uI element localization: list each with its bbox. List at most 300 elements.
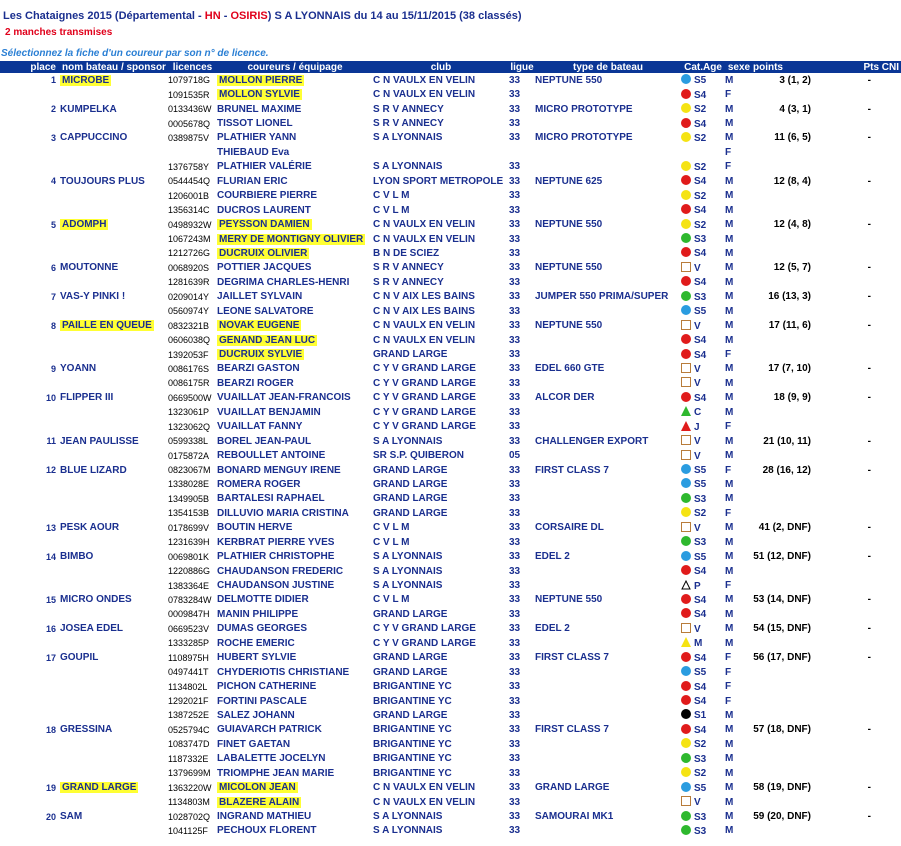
ligue-cell: 33	[509, 74, 521, 86]
col-runners[interactable]: coureurs / équipage	[217, 61, 373, 73]
licence-link[interactable]: 1323062Q	[168, 421, 211, 432]
points-cell	[753, 578, 815, 592]
table-row	[0, 102, 901, 116]
runner-cell: LEONE SALVATORE	[217, 305, 314, 317]
col-points[interactable]: points	[753, 61, 815, 73]
results-table	[0, 61, 901, 838]
licence-link[interactable]: 1333285P	[168, 638, 210, 649]
boat-name-cell-text: GRAND LARGE	[62, 782, 137, 794]
pts-cni-cell	[815, 737, 901, 751]
veteran-square-icon	[681, 623, 691, 633]
licence-link[interactable]: 1363220W	[168, 782, 212, 793]
sexe-cell: M	[725, 493, 734, 505]
points-cell	[753, 420, 815, 434]
boat-type-cell: NEPTUNE 550	[535, 262, 603, 274]
boat-type-cell	[535, 87, 681, 101]
category-circle-icon	[681, 89, 691, 99]
licence-link[interactable]	[168, 145, 217, 159]
licence-link[interactable]: 1212726G	[168, 248, 211, 259]
licence-link[interactable]: 1134803M	[168, 797, 210, 808]
ligue-cell: 33	[509, 363, 521, 375]
category-circle-icon	[681, 334, 691, 344]
licence-link[interactable]: 1354153B	[168, 508, 210, 519]
table-row	[0, 737, 901, 751]
club-cell: GRAND LARGE	[373, 507, 448, 519]
licence-link[interactable]: 1376758Y	[168, 161, 210, 172]
licence-link[interactable]: 1041125F	[168, 825, 208, 836]
sexe-cell: F	[725, 695, 732, 707]
points-cell	[753, 116, 815, 130]
place-cell: 4	[50, 176, 56, 187]
ligue-cell: 33	[509, 652, 521, 664]
runner-cell-text: BLAZERE ALAIN	[219, 796, 300, 808]
cat-age-cell	[681, 261, 725, 275]
place-cell	[0, 752, 60, 766]
boat-name-cell: YOANN	[60, 363, 97, 375]
col-pts-cni[interactable]: Pts CNI	[815, 61, 901, 73]
cat-age-cell	[681, 347, 725, 361]
place-cell: 9	[50, 363, 56, 374]
place-cell	[0, 694, 60, 708]
table-header-row	[0, 61, 901, 73]
sexe-cell: M	[725, 233, 734, 245]
col-licences[interactable]: licences	[168, 61, 217, 73]
ligue-cell: 33	[509, 406, 521, 418]
licence-link[interactable]: 0823067M	[168, 465, 211, 476]
ligue-cell: 33	[509, 681, 521, 693]
licence-link[interactable]: 1187332E	[168, 753, 209, 764]
licence-link[interactable]: 0005678Q	[168, 118, 211, 129]
dash-1: -	[195, 10, 205, 22]
cat-age-text: M	[694, 638, 703, 650]
ligue-cell: 33	[509, 551, 521, 563]
place-cell	[0, 376, 60, 390]
table-row	[0, 477, 901, 491]
licence-link[interactable]: 0069801K	[168, 551, 210, 562]
boat-name-cell	[60, 347, 168, 361]
licence-link[interactable]: 1091535R	[168, 89, 210, 100]
sexe-cell: M	[725, 709, 734, 721]
boat-name-cell: JEAN PAULISSE	[60, 435, 139, 447]
boat-type-cell	[535, 376, 681, 390]
runner-cell: VUAILLAT FANNY	[217, 421, 303, 433]
runner-cell-text: MERY DE MONTIGNY OLIVIER	[219, 233, 364, 245]
sexe-cell: M	[725, 320, 734, 332]
runner-cell	[217, 246, 373, 260]
table-row	[0, 564, 901, 578]
category-circle-icon	[681, 608, 691, 618]
cat-age-cell	[681, 405, 725, 419]
sexe-cell: F	[725, 681, 732, 693]
boat-type-cell: ALCOR DER	[535, 392, 595, 404]
licence-link[interactable]: 0498932W	[168, 219, 212, 230]
licence-link[interactable]: 0544454Q	[168, 176, 211, 187]
cat-age-cell	[681, 752, 725, 766]
licence-link[interactable]: 1379699M	[168, 768, 211, 779]
cat-age-text: S2	[694, 768, 707, 780]
category-circle-icon	[681, 190, 691, 200]
boat-name-cell-text: ADOMPH	[62, 219, 107, 231]
boat-name-cell-text: PAILLE EN QUEUE	[62, 320, 152, 332]
cat-age-text: S2	[694, 739, 707, 751]
licence-link[interactable]: 1292021F	[168, 696, 209, 707]
points-cell: 21 (10, 11)	[763, 435, 811, 447]
runner-cell: FORTINI PASCALE	[217, 695, 307, 707]
place-cell	[0, 420, 60, 434]
licence-link[interactable]: 0525794C	[168, 724, 210, 735]
licence-link[interactable]: 0669500W	[168, 392, 212, 403]
pts-cni-cell	[815, 246, 901, 260]
licence-link[interactable]: 0178699V	[168, 522, 210, 533]
boat-type-cell: EDEL 2	[535, 551, 570, 563]
runner-cell: GUIAVARCH PATRICK	[217, 724, 322, 736]
col-club[interactable]: club	[373, 61, 509, 73]
runner-cell: VUAILLAT BENJAMIN	[217, 406, 321, 418]
table-row	[0, 506, 901, 520]
boat-name-cell	[60, 145, 168, 159]
pts-cni-cell: -	[867, 594, 871, 606]
sexe-cell: F	[725, 421, 732, 433]
licence-link[interactable]: 1338028E	[168, 479, 210, 490]
sexe-cell: M	[725, 536, 734, 548]
place-cell: 8	[50, 320, 56, 331]
pts-cni-cell: -	[867, 320, 871, 332]
points-cell: 41 (2, DNF)	[758, 522, 811, 534]
table-row	[0, 376, 901, 390]
points-cell: 54 (15, DNF)	[753, 623, 811, 635]
boat-type-cell	[535, 636, 681, 650]
boat-name-cell: GRESSINA	[60, 724, 113, 736]
points-cell: 28 (16, 12)	[762, 464, 811, 476]
points-cell	[753, 506, 815, 520]
boat-type-cell	[535, 607, 681, 621]
boat-name-cell	[60, 607, 168, 621]
runner-cell: LABALETTE JOCELYN	[217, 753, 326, 765]
cat-age-text: S3	[694, 753, 707, 765]
place-cell	[0, 795, 60, 809]
runner-cell: ROMERA ROGER	[217, 478, 301, 490]
cat-age-text: S1	[694, 710, 707, 722]
points-cell	[753, 376, 815, 390]
licence-link[interactable]: 0497441T	[168, 667, 209, 678]
licence-link[interactable]: 1392053F	[168, 349, 209, 360]
place-cell: 2	[50, 104, 56, 115]
sexe-cell: M	[725, 392, 734, 404]
runner-cell: ROCHE EMERIC	[217, 637, 295, 649]
club-cell: B N DE SCIEZ	[373, 247, 440, 259]
cat-age-text: V	[694, 262, 701, 274]
category-circle-icon	[681, 478, 691, 488]
pts-cni-cell	[815, 116, 901, 130]
runner-cell: PLATHIER VALÉRIE	[217, 161, 312, 173]
points-cell	[753, 492, 815, 506]
cat-age-text: S5	[694, 551, 707, 563]
table-row	[0, 160, 901, 174]
cat-age-cell	[681, 174, 725, 188]
col-sexe[interactable]: sexe	[725, 61, 753, 73]
boat-type-cell	[535, 824, 681, 838]
licence-link[interactable]: 0009847H	[168, 609, 210, 620]
runner-cell: PLATHIER YANN	[217, 132, 297, 144]
ligue-cell: 33	[509, 219, 521, 231]
licence-link[interactable]: 1387252E	[168, 710, 210, 721]
table-row	[0, 521, 901, 535]
sexe-cell: F	[725, 652, 732, 664]
boat-type-cell	[535, 333, 681, 347]
place-cell: 20	[45, 811, 56, 822]
boat-name-cell	[60, 275, 168, 289]
place-cell: 6	[50, 262, 56, 273]
pts-cni-cell	[815, 87, 901, 101]
place-cell: 3	[50, 132, 56, 143]
boat-name-cell-text: MICROBE	[62, 74, 110, 86]
points-cell	[753, 203, 815, 217]
licence-link[interactable]: 1108975H	[168, 652, 209, 663]
sexe-cell: M	[725, 825, 734, 837]
points-cell: 56 (17, DNF)	[753, 652, 811, 664]
runner-cell: JAILLET SYLVAIN	[217, 291, 303, 303]
sexe-cell: M	[725, 262, 734, 274]
veteran-square-icon	[681, 796, 691, 806]
licence-link[interactable]: 1281639R	[168, 277, 210, 288]
licence-link[interactable]: 0560974Y	[168, 306, 210, 317]
licence-link[interactable]: 0209014Y	[168, 291, 210, 302]
licence-link[interactable]: 1079718G	[168, 75, 211, 86]
sexe-cell: M	[725, 637, 734, 649]
category-circle-icon	[681, 219, 691, 229]
runner-cell: CHAUDANSON FREDERIC	[217, 565, 344, 577]
points-cell: 12 (4, 8)	[773, 219, 811, 231]
runner-cell: DUCROS LAURENT	[217, 204, 311, 216]
table-row	[0, 679, 901, 693]
sexe-cell: M	[725, 74, 734, 86]
col-cat-age[interactable]: Cat.Age	[681, 61, 725, 73]
sexe-cell: M	[725, 565, 734, 577]
boat-type-cell: NEPTUNE 625	[535, 175, 603, 187]
ligue-cell: 33	[509, 247, 521, 259]
licence-link[interactable]: 1231639H	[168, 537, 210, 548]
runner-cell: BOUTIN HERVE	[217, 522, 293, 534]
boat-name-cell	[60, 87, 168, 101]
cat-age-text: S3	[694, 493, 707, 505]
cat-age-text: S3	[694, 537, 707, 549]
cat-age-text: P	[694, 580, 701, 592]
pts-cni-cell	[815, 708, 901, 722]
ligue-cell: 33	[509, 320, 521, 332]
licence-link[interactable]: 1206001B	[168, 190, 210, 201]
points-cell: 12 (5, 7)	[773, 262, 811, 274]
sexe-cell: M	[725, 753, 734, 765]
table-row	[0, 665, 901, 679]
cat-age-text: S4	[694, 277, 707, 289]
boat-type-cell	[535, 246, 681, 260]
veteran-square-icon	[681, 262, 691, 272]
licence-link[interactable]: 1323061P	[168, 407, 210, 418]
pts-cni-cell	[815, 492, 901, 506]
licence-link[interactable]: 0389875V	[168, 132, 210, 143]
licence-link[interactable]: 0669523V	[168, 623, 210, 634]
runner-cell: PLATHIER CHRISTOPHE	[217, 551, 335, 563]
licence-link[interactable]: 0175872A	[168, 450, 210, 461]
table-row	[0, 87, 901, 101]
cat-age-text: S3	[694, 291, 707, 303]
boat-name-cell: MICRO ONDES	[60, 594, 132, 606]
club-cell: S A LYONNAIS	[373, 161, 443, 173]
table-row	[0, 752, 901, 766]
club-cell: S A LYONNAIS	[373, 132, 443, 144]
sexe-cell: F	[725, 580, 732, 592]
boat-type-cell	[535, 232, 681, 246]
cat-age-text: S4	[694, 566, 707, 578]
boat-type-cell	[535, 477, 681, 491]
club-cell: SR S.P. QUIBERON	[373, 450, 464, 462]
cat-age-text: C	[694, 407, 702, 419]
club-cell: C Y V GRAND LARGE	[373, 377, 476, 389]
boat-type-cell	[535, 203, 681, 217]
licence-link[interactable]: 0606038Q	[168, 335, 211, 346]
licence-link[interactable]: 0068920S	[168, 262, 210, 273]
licence-link[interactable]: 1349905B	[168, 493, 210, 504]
table-row	[0, 448, 901, 462]
sexe-cell: M	[725, 219, 734, 231]
runner-cell	[217, 347, 373, 361]
boat-type-cell: MICRO PROTOTYPE	[535, 103, 633, 115]
sexe-cell: F	[725, 507, 732, 519]
runner-cell: DILLUVIO MARIA CRISTINA	[217, 507, 349, 519]
sexe-cell: M	[725, 522, 734, 534]
points-cell: 17 (11, 6)	[768, 320, 811, 332]
licence-link[interactable]: 1067243M	[168, 234, 211, 245]
runner-cell-text: PEYSSON DAMIEN	[219, 219, 310, 231]
licence-link[interactable]: 0086175R	[168, 378, 210, 389]
ligue-cell: 33	[509, 435, 521, 447]
category-circle-icon	[681, 493, 691, 503]
cat-age-cell	[681, 521, 725, 535]
licence-link[interactable]: 1134802L	[168, 681, 208, 692]
runner-cell: BOREL JEAN-PAUL	[217, 435, 312, 447]
boat-name-cell	[60, 535, 168, 549]
cat-age-text: S4	[694, 89, 707, 101]
ligue-cell: 33	[509, 565, 521, 577]
place-cell: 11	[46, 436, 56, 447]
paren-close: )	[267, 10, 272, 22]
col-boat-type[interactable]: type de bateau	[535, 61, 681, 73]
veteran-square-icon	[681, 377, 691, 387]
pts-cni-cell	[815, 405, 901, 419]
ligue-cell: 33	[509, 753, 521, 765]
licence-link[interactable]: 0086176S	[168, 363, 210, 374]
licence-link[interactable]: 0832321B	[168, 320, 210, 331]
pts-cni-cell	[815, 564, 901, 578]
licence-link[interactable]: 1383364E	[168, 580, 210, 591]
cat-age-text: V	[694, 363, 701, 375]
sexe-cell: F	[725, 666, 732, 678]
cat-age-cell	[681, 636, 725, 650]
club-cell: GRAND LARGE	[373, 464, 448, 476]
pts-cni-cell: -	[867, 464, 871, 476]
col-place[interactable]: place	[0, 61, 60, 73]
licence-link[interactable]: 1083747D	[168, 739, 210, 750]
col-ligue[interactable]: ligue	[510, 61, 534, 73]
runner-cell: POTTIER JACQUES	[217, 262, 312, 274]
sexe-cell: M	[725, 377, 734, 389]
sexe-cell: M	[725, 796, 734, 808]
pts-cni-cell	[815, 752, 901, 766]
cat-age-cell	[681, 391, 725, 405]
place-cell: 10	[45, 392, 56, 403]
table-row	[0, 333, 901, 347]
club-cell: BRIGANTINE YC	[373, 695, 452, 707]
boat-name-cell	[60, 752, 168, 766]
sexe-cell: M	[725, 103, 734, 115]
runner-cell: BEARZI ROGER	[217, 377, 294, 389]
regatta-info: S A LYONNAIS du 14 au 15/11/2015 (38 classés)	[271, 10, 522, 22]
club-cell: C Y V GRAND LARGE	[373, 421, 476, 433]
category-circle-icon	[681, 507, 691, 517]
category-circle-icon	[681, 565, 691, 575]
boat-type-cell	[535, 116, 681, 130]
place-cell	[0, 477, 60, 491]
category-circle-icon	[681, 118, 691, 128]
runner-cell: INGRAND MATHIEU	[217, 811, 312, 823]
ligue-cell: 33	[509, 767, 521, 779]
cat-age-text: S5	[694, 465, 707, 477]
cat-age-text: S2	[694, 161, 707, 173]
ligue-cell: 33	[509, 89, 521, 101]
cat-age-text: S5	[694, 306, 707, 318]
table-row	[0, 405, 901, 419]
licence-link[interactable]: 0599338L	[168, 436, 209, 447]
youth-triangle-icon	[681, 637, 691, 647]
col-boat[interactable]: nom bateau / sponsor	[60, 61, 168, 73]
place-cell: 12	[45, 465, 56, 476]
sexe-cell: M	[725, 363, 734, 375]
boat-name-cell	[60, 679, 168, 693]
ligue-cell: 33	[509, 233, 521, 245]
table-row	[0, 73, 901, 87]
regatta-title: Les Chataignes 2015	[3, 10, 112, 22]
cat-age-text: V	[694, 522, 701, 534]
runner-cell-text: DUCRUIX SYLVIE	[219, 349, 303, 361]
licence-link[interactable]: 0783284W	[168, 594, 212, 605]
licence-link[interactable]: 1356314C	[168, 205, 210, 216]
points-cell: 53 (14, DNF)	[753, 594, 811, 606]
table-row	[0, 636, 901, 650]
licence-link[interactable]: 1028702Q	[168, 811, 211, 822]
cat-age-text: S4	[694, 696, 707, 708]
licence-link[interactable]: 1220886G	[168, 566, 211, 577]
ligue-cell: 33	[509, 377, 521, 389]
regatta-level: Départemental	[118, 10, 195, 22]
table-row	[0, 694, 901, 708]
points-cell	[753, 694, 815, 708]
category-circle-icon	[681, 782, 691, 792]
licence-link[interactable]: 0133436W	[168, 104, 212, 115]
cat-age-cell	[681, 492, 725, 506]
category-circle-icon	[681, 594, 691, 604]
cat-age-text: S2	[694, 190, 707, 202]
category-circle-icon	[681, 276, 691, 286]
club-cell: C V L M	[373, 190, 410, 202]
cat-age-cell	[681, 362, 725, 376]
pts-cni-cell	[815, 824, 901, 838]
cat-age-text: S5	[694, 667, 707, 679]
pts-cni-cell: -	[867, 623, 871, 635]
cat-age-text: V	[694, 450, 701, 462]
sexe-cell: M	[725, 738, 734, 750]
runner-cell: TRIOMPHE JEAN MARIE	[217, 767, 335, 779]
club-cell: S A LYONNAIS	[373, 565, 443, 577]
